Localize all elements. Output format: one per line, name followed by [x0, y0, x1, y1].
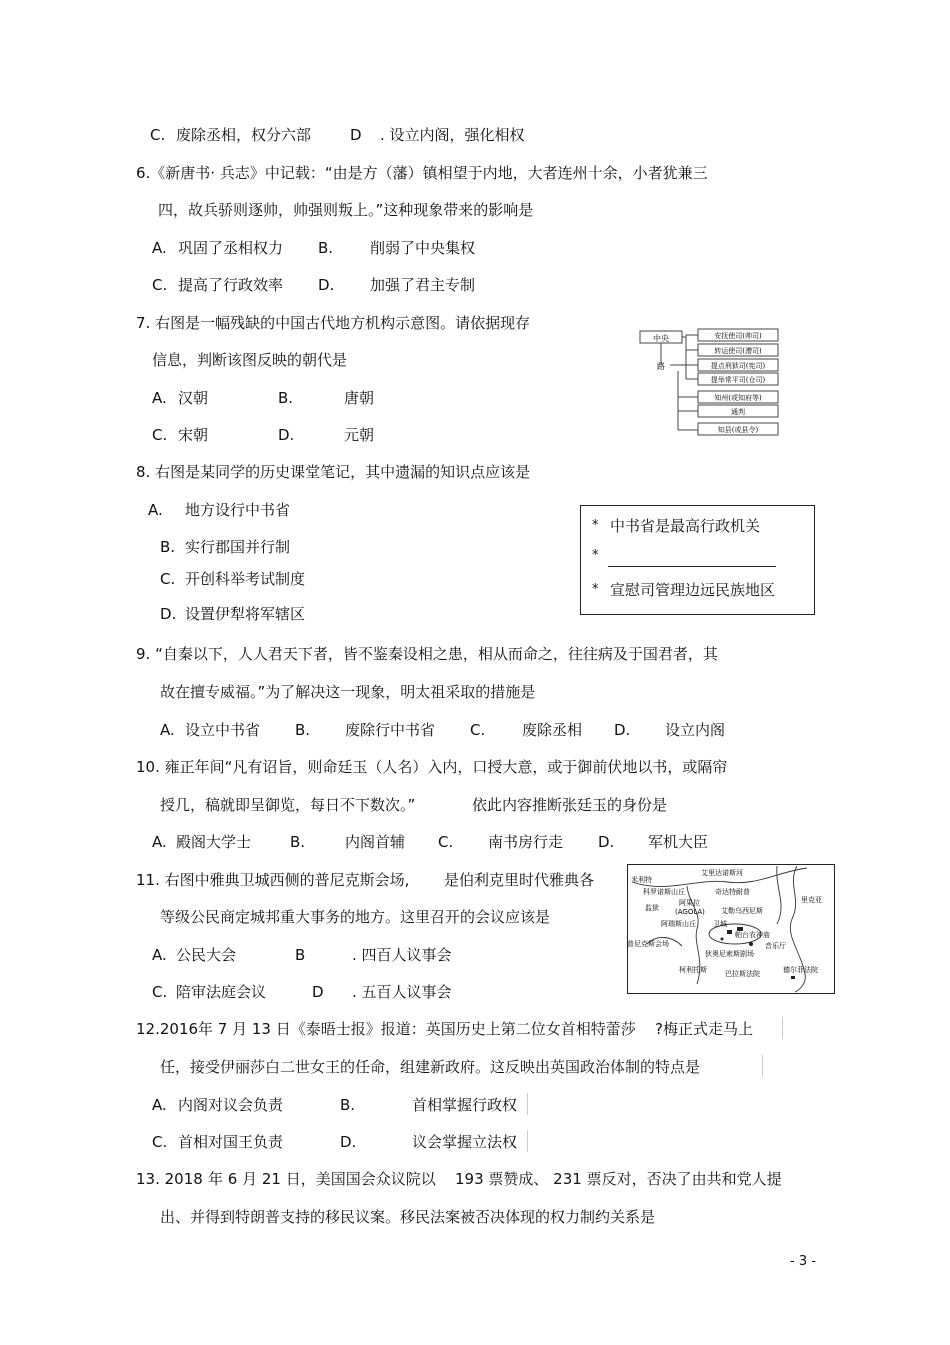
q11-option-c-text: 陪审法庭会议 — [176, 983, 267, 1001]
q13-stem-line2: 出、并得到特朗普支持的移民议案。移民法案被否决体现的权力制约关系是 — [160, 1208, 656, 1226]
q12-stem-line1b: 年 7 月 13 日《泰晤士报》报道：英国历史上第二位女首相特蕾莎 — [198, 1020, 636, 1038]
q8-option-c-letter: C. — [160, 570, 176, 588]
q13-stem-line1c: 193 票赞成、 231 票反对，否决了由共和党人提 — [455, 1170, 782, 1188]
diagram-road-office-4: 提举常平司(仓司) — [710, 376, 766, 384]
diagram-road-office-2: 转运使司(漕司) — [714, 347, 762, 355]
option-d-text: . 设立内阁，强化相权 — [380, 126, 525, 144]
map-prison-label: 监狱 — [645, 904, 659, 912]
q10-stem-line2b: 依此内容推断张廷玉的身份是 — [472, 796, 668, 814]
q6-option-b-letter: B. — [318, 239, 334, 257]
q9-option-c-text: 废除丞相 — [522, 721, 583, 739]
q11-option-a-letter: A. — [152, 946, 167, 964]
diagram-road-office-1: 安抚使司(帅司) — [714, 332, 762, 340]
q11-option-a-text: 公民大会 — [176, 946, 237, 964]
q6-option-d-text: 加强了君主专制 — [370, 276, 476, 294]
option-c-letter: C. — [150, 126, 166, 144]
notes-line-3: 宣慰司管理边远民族地区 — [610, 581, 776, 599]
notes-bullet-3: * — [592, 582, 599, 597]
q10-option-d-letter: D. — [598, 833, 615, 851]
q10-option-c-letter: C. — [438, 833, 454, 851]
q7-stem-line2: 信息，判断该图反映的朝代是 — [152, 351, 348, 369]
q6-option-c-text: 提高了行政效率 — [178, 276, 284, 294]
q10-option-a-letter: A. — [152, 833, 167, 851]
q7-option-a-letter: A. — [152, 389, 167, 407]
q12-option-a-text: 内阁对议会负责 — [178, 1096, 284, 1114]
q6-stem-line2: 四，故兵骄则逐帅，帅强则叛上。”这种现象带来的影响是 — [158, 201, 534, 219]
q10-option-b-text: 内阁首辅 — [345, 833, 406, 851]
q7-option-a-text: 汉朝 — [178, 389, 209, 407]
map-olympieion-label: 艾勒乌西尼斯 — [721, 907, 763, 915]
q13-stem-line1b: 年 6 月 21 日，美国国会众议院以 — [208, 1170, 436, 1188]
diagram-lower-office-1: 知州(或知府等) — [714, 394, 762, 402]
map-melite-label: 米利特 — [631, 876, 652, 884]
q6-stem-line1: 6.《新唐书· 兵志》中记载：“由是方（藩）镇相望于内地，大者连州十余，小者犹兼三 — [136, 164, 708, 182]
map-agora-en-label: (AGOLA) — [675, 908, 705, 916]
q10-option-d-text: 军机大臣 — [648, 833, 709, 851]
q7-option-b-text: 唐朝 — [344, 389, 375, 407]
q10-stem-line2a: 授几，稿就即呈御览，每日不下数次。” — [160, 796, 416, 814]
q12-stem-line2: 任，接受伊丽莎白二世女王的任命，组建新政府。这反映出英国政治体制的特点是 — [160, 1058, 701, 1076]
diagram-road-office-3: 提点刑狱司(宪司) — [710, 362, 766, 370]
q9-stem-line1: 9. “自秦以下，人人君天下者，皆不鉴秦设相之患，相从而命之，往往病及于国君者，其 — [136, 645, 718, 663]
map-ares-label: 阿瑞斯山丘 — [661, 920, 696, 928]
q11-option-b-letter: B — [295, 946, 306, 964]
map-pnyx-label: 普尼克斯会场 — [627, 940, 669, 948]
q7-stem-line1: 7. 右图是一幅残缺的中国古代地方机构示意图。请依据现存 — [136, 314, 531, 332]
q9-option-a-letter: A. — [160, 721, 175, 739]
q8-option-d-text: 设置伊犁将军辖区 — [185, 605, 306, 623]
q12-stem-line1c: ?梅正式走马上 — [655, 1020, 753, 1038]
q8-option-a-text: 地方设行中书省 — [185, 501, 291, 519]
q9-option-b-letter: B. — [295, 721, 311, 739]
page-number: - 3 - — [790, 1254, 816, 1269]
option-d-letter: D — [350, 126, 362, 144]
q6-option-a-text: 巩固了丞相权力 — [178, 239, 284, 257]
notes-bullet-2: * — [592, 548, 599, 563]
notes-blank-line — [608, 566, 776, 567]
q7-option-c-text: 宋朝 — [178, 426, 209, 444]
q6-option-b-text: 削弱了中央集权 — [370, 239, 476, 257]
q8-option-b-letter: B. — [160, 538, 176, 556]
map-court-label: 巴拉斯法院 — [725, 970, 760, 978]
notes-bullet-1: * — [592, 518, 599, 533]
q10-option-a-text: 殿阁大学士 — [176, 833, 252, 851]
q12-option-d-text: 议会掌握立法权 — [412, 1133, 518, 1151]
q12-option-b-letter: B. — [340, 1096, 356, 1114]
q11-stem-line1a: 11. 右图中雅典卫城西侧的普尼克斯会场, — [136, 871, 410, 889]
q12-option-a-letter: A. — [152, 1096, 167, 1114]
q9-stem-line2: 故在擅专威福。”为了解决这一现象，明太祖采取的措施是 — [160, 683, 536, 701]
q8-stem: 8. 右图是某同学的历史课堂笔记，其中遗漏的知识点应该是 — [136, 463, 531, 481]
diagram-lower-office-3: 知县(或县令) — [717, 426, 759, 434]
q12-option-c-text: 首相对国王负责 — [178, 1133, 284, 1151]
diagram-center-label: 中央 — [653, 334, 669, 343]
q12-option-d-letter: D. — [340, 1133, 357, 1151]
q10-option-c-text: 南书房行走 — [488, 833, 564, 851]
q9-option-c-letter: C. — [470, 721, 486, 739]
q12-option-b-text: 首相掌握行政权 — [412, 1096, 518, 1114]
map-kolonos-label: 科罗诺斯山丘 — [643, 888, 685, 896]
q11-option-d-letter: D — [312, 983, 324, 1001]
map-agora-cn-label: 阿果拉 — [679, 899, 700, 907]
q7-option-b-letter: B. — [278, 389, 294, 407]
local-government-diagram — [638, 325, 783, 440]
q6-option-c-letter: C. — [152, 276, 168, 294]
q11-stem-line2: 等级公民商定城邦重大事务的地方。这里召开的会议应该是 — [160, 908, 551, 926]
q8-option-a-letter: A. — [148, 501, 163, 519]
q8-option-c-text: 开创科举考试制度 — [185, 570, 306, 588]
q9-option-d-letter: D. — [614, 721, 631, 739]
notes-line-1: 中书省是最高行政机关 — [610, 517, 761, 535]
q9-option-d-text: 设立内阁 — [665, 721, 726, 739]
faint-margin-line — [527, 1093, 528, 1115]
q10-stem-line1: 10. 雍正年间“凡有诏旨，则命廷玉（人名）入内，口授大意，或于御前伏地以书，或隔帘 — [136, 758, 728, 776]
map-acropolis-label: 卫城 — [713, 920, 727, 928]
q7-option-c-letter: C. — [152, 426, 168, 444]
q11-stem-line1b: 是伯利克里时代雅典各 — [444, 871, 595, 889]
q8-option-b-text: 实行郡国并行制 — [185, 538, 291, 556]
q8-option-d-letter: D. — [160, 605, 177, 623]
q11-option-c-letter: C. — [152, 983, 168, 1001]
map-delphinion-label: 德尔菲法院 — [783, 966, 818, 974]
diagram-lower-office-2: 通判 — [731, 408, 745, 416]
option-c-text: 废除丞相，权分六部 — [176, 126, 312, 144]
q6-option-d-letter: D. — [318, 276, 335, 294]
q13-stem-line1a: 13. 2018 — [136, 1170, 203, 1188]
q9-option-b-text: 废除行中书省 — [345, 721, 436, 739]
faint-margin-line — [782, 1017, 783, 1039]
diagram-road-label: 路 — [657, 362, 665, 371]
q12-stem-line1a: 12.2016 — [136, 1020, 199, 1038]
q11-option-d-text: . 五百人议事会 — [352, 983, 452, 1001]
map-koilas-label: 柯利托斯 — [679, 966, 707, 974]
map-music-hall-label: 音乐厅 — [765, 942, 786, 950]
map-river-label: 艾里达诺斯河 — [701, 869, 743, 877]
q6-option-a-letter: A. — [152, 239, 167, 257]
q7-option-d-text: 元朝 — [344, 426, 375, 444]
q11-option-b-text: . 四百人议事会 — [352, 946, 452, 964]
q7-option-d-letter: D. — [278, 426, 295, 444]
map-parthenon-label: 帕台农神庙 — [735, 931, 770, 939]
q12-option-c-letter: C. — [152, 1133, 168, 1151]
faint-margin-line — [762, 1055, 763, 1077]
q9-option-a-text: 设立中书省 — [185, 721, 261, 739]
map-likeion-label: 里克亚 — [801, 896, 822, 904]
faint-margin-line — [527, 1130, 528, 1152]
athens-map — [627, 864, 835, 994]
q10-option-b-letter: B. — [290, 833, 306, 851]
map-theater-label: 狄奥尼索斯剧场 — [705, 950, 754, 958]
map-stoa-label: 奇达特耐普 — [715, 888, 750, 896]
